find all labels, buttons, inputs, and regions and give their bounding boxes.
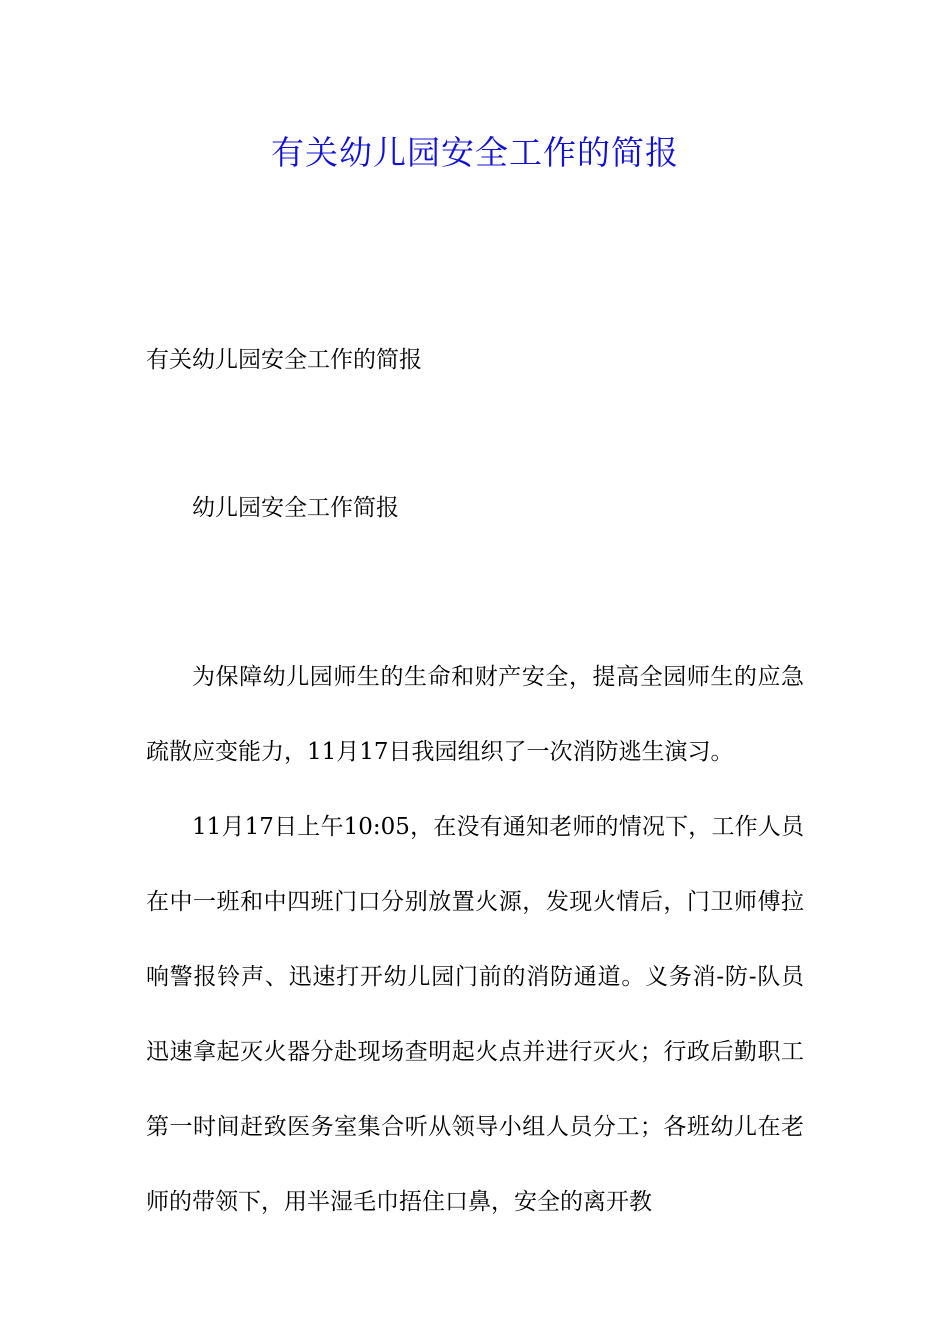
paragraph-2: 11月17日上午10:05，在没有通知老师的情况下，工作人员在中一班和中四班门口分别放置火源，发现火情后，门卫师傅拉响警报铃声、迅速打开幼儿园门前的消防通道。义务消-防-队员迅速拿起灭火器分赴现场查明起火点并进行灭火；行政后勤职工第一时间赶致医务室集合听从领导小组人员分工；各班幼儿在老师的带领下，用半湿毛巾捂住口鼻，安全的离开教	[146, 814, 804, 1215]
document-subtitle: 有关幼儿园安全工作的简报	[146, 347, 422, 373]
paragraph-1: 为保障幼儿园师生的生命和财产安全，提高全园师生的应急疏散应变能力，11月17日我园组织了一次消防逃生演习。	[146, 664, 804, 765]
document-title: 有关幼儿园安全工作的简报	[271, 133, 679, 172]
section-heading: 幼儿园安全工作简报	[192, 495, 399, 521]
body-text	[146, 640, 804, 1240]
